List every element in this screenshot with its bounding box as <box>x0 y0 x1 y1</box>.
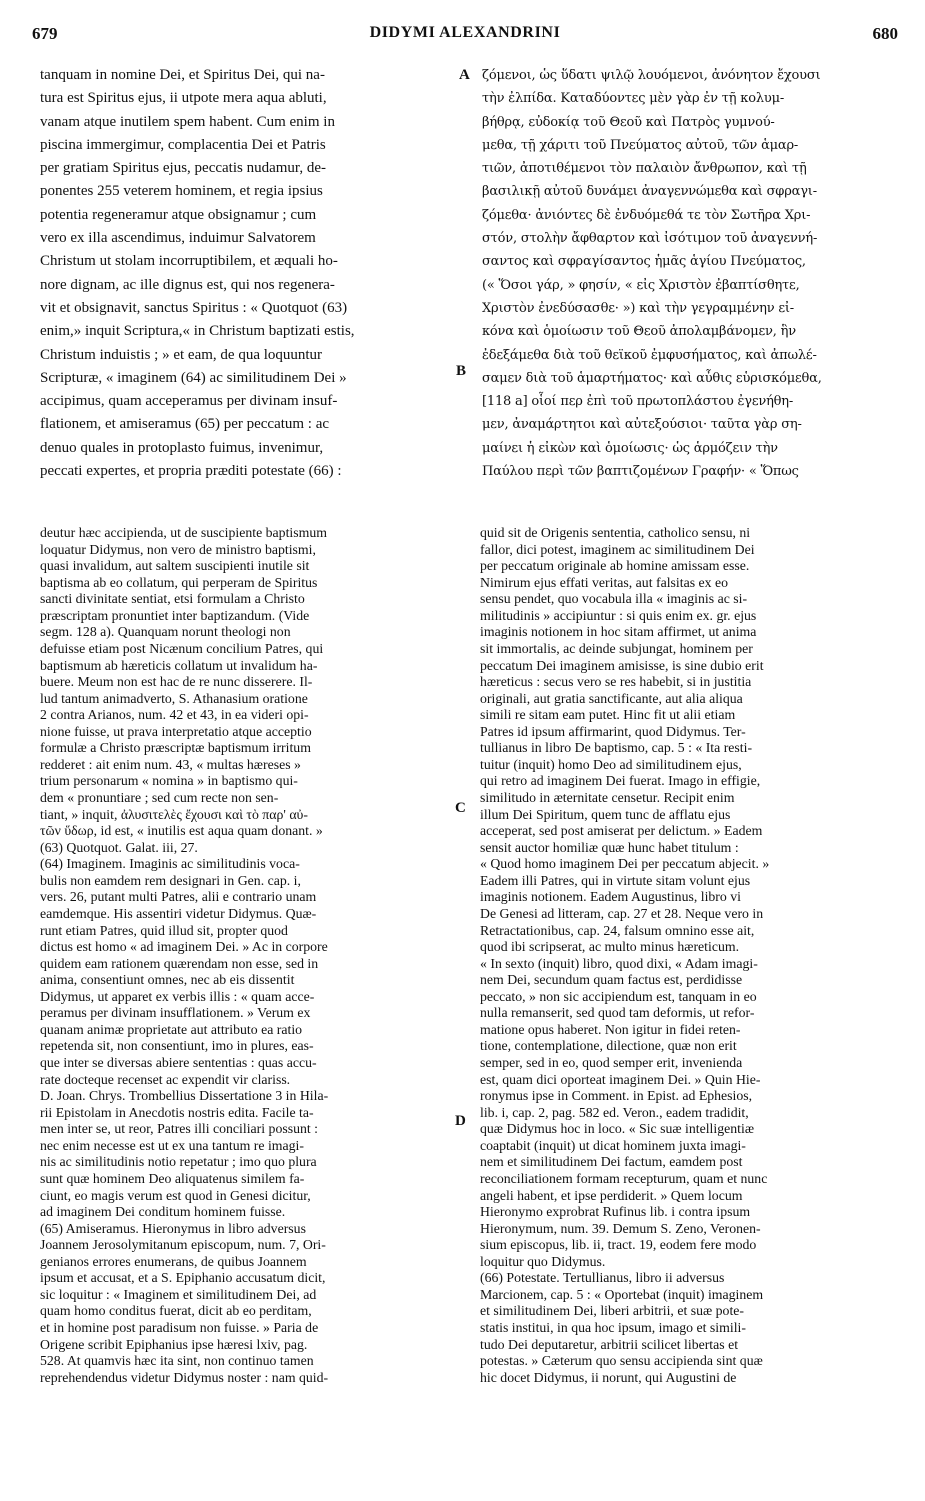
latin-text-line: nore dignam, ac ille dignus est, qui nos regenera- <box>40 276 335 293</box>
note-text-line: Hieronymum, num. 39. Demum S. Zeno, Veronen- <box>480 1220 761 1236</box>
latin-text-line: Scripturæ, « imaginem (64) ac similitudinem Dei » <box>40 369 347 386</box>
greek-text-line: κόνα καὶ ὁμοίωσιν τοῦ Θεοῦ ἀπολαμβάνομεν, ἣν <box>482 324 796 340</box>
note-text-line: imaginis notionem in hoc sitam affirmet, ut anima <box>480 624 757 640</box>
note-text-line: sic loquitur : « Imaginem et similitudinem Dei, ad <box>40 1286 317 1302</box>
note-text-line: statis institui, in qua hoc ipsum, imago et simili- <box>480 1320 746 1335</box>
note-text-line: semper, sed in eo, quod semper erit, invenienda <box>480 1055 743 1070</box>
note-text-line: et in homine post paradisum non fuisse. » Paria de <box>40 1320 319 1335</box>
running-title: DIDYMI ALEXANDRINI <box>369 24 561 41</box>
note-text-line: ronymus ipse in Comment. in Epist. ad Ephesios, <box>480 1088 753 1104</box>
note-text-line: formulæ a Christo præscriptæ baptismum irritum <box>40 740 311 756</box>
note-text-line: ciunt, eo magis verum est quod in Genesi dicitur, <box>40 1187 311 1203</box>
greek-text-line: βήθρᾳ, εὐδοκίᾳ τοῦ Θεοῦ καὶ Πατρὸς γυμνού- <box>482 114 775 130</box>
note-text-line: quanam animæ proprietate aut attributo ea ratio <box>40 1021 303 1037</box>
note-text-line: defuisse etiam post Nicænum concilium Patres, qui <box>40 640 324 656</box>
latin-text-line: piscina immergimur, complacentia Dei et Patris <box>40 136 326 153</box>
note-text-line: nione fuisse, ut prava interpretatio atque acceptio <box>40 723 312 739</box>
latin-text-line: Christum ut stolam incorruptibilem, et æquali ho- <box>40 253 338 270</box>
note-text-line: nulla remanserit, sed quod tam deformis, ut refor- <box>480 1005 755 1021</box>
note-text-line: imaginis notionem. Eadem Augustinus, libro vi <box>480 889 741 905</box>
note-text-line: tione, contemplatione, dilectione, quæ non erit <box>480 1038 737 1054</box>
note-text-line: De Genesi ad litteram, cap. 27 et 28. Neque vero in <box>480 905 764 921</box>
latin-text-line: accipimus, quam acceperamus per divinam insuf- <box>40 393 338 410</box>
page-number-right: 680 <box>872 24 898 43</box>
latin-text-line: flationem, et amiseramus (65) per peccatum : ac <box>40 416 330 433</box>
greek-text-line: Χριστὸν ἐνεδύσασθε· ») καὶ τὴν γεγραμμένην εἰ- <box>482 300 795 316</box>
note-text-line: sium episcopus, lib. ii, tract. 19, eodem fere modo <box>480 1237 757 1253</box>
note-text-line: fallor, dici potest, imaginem ac similitudinem Dei <box>480 541 755 557</box>
latin-text-line: Christum induistis ; » et eam, de qua loquuntur <box>40 346 323 363</box>
note-text-line: præscriptam pronuntiet inter baptizandum. (Vide <box>40 607 310 623</box>
greek-text-line: μεθα, τῇ χάριτι τοῦ Πνεύματος αὐτοῦ, τῶν ἁμαρ- <box>482 137 799 153</box>
latin-text-line: tanquam in nomine Dei, et Spiritus Dei, qui na- <box>40 67 325 83</box>
note-text-line: (64) Imaginem. Imaginis ac similitudinis voca- <box>40 856 300 872</box>
greek-text-line: ζόμενοι, ὡς ὕδατι ψιλῷ λουόμενοι, ἀνόνητον ἔχουσι <box>482 68 821 83</box>
note-text-line: Eadem illi Patres, qui in virtute sitam volunt ejus <box>480 872 751 888</box>
note-text-line: quid sit de Origenis sententia, catholico sensu, ni <box>480 525 751 540</box>
note-text-line: nem Dei, secundum quam factus est, perdidisse <box>480 972 743 988</box>
latin-text-line: vero ex illa ascendimus, induimur Salvatorem <box>40 230 316 247</box>
latin-text-line: enim,» inquit Scriptura,« in Christum baptizati estis, <box>40 323 355 340</box>
note-text-line: trium personarum « nomina » in baptismo qui- <box>40 773 298 789</box>
page-header <box>32 24 898 50</box>
note-text-line: tullianus in libro De baptismo, cap. 5 : « Ita resti- <box>480 740 753 756</box>
margin-letter-a: A <box>459 67 470 83</box>
latin-text-line: ponentes 255 veterem hominem, et regia ipsius <box>40 183 323 200</box>
greek-text-line: ἐδεξάμεθα διὰ τοῦ θεϊκοῦ ἐμφυσήματος, καὶ ἀπωλέ- <box>482 347 817 363</box>
note-text-line: hæreticus : secus vero se res habebit, si in justitia <box>480 674 752 690</box>
note-text-line: D. Joan. Chrys. Trombellius Dissertatione 3 in Hila- <box>40 1088 329 1104</box>
note-text-line: ad imaginem Dei conditum hominem fuisse. <box>40 1204 286 1220</box>
note-text-line: et similitudinem Dei, liberi arbitrii, et suæ pote- <box>480 1303 745 1319</box>
note-text-line: tudo Dei deputaretur, arbitrii scilicet libertas et <box>480 1336 739 1352</box>
notes-right-column <box>480 525 900 1386</box>
note-text-line: militudinis » accipiuntur : si quis enim ex. gr. ejus <box>480 607 757 623</box>
greek-text-line: τιῶν, ἀποτιθέμενοι τὸν παλαιὸν ἄνθρωπον, καὶ τῇ <box>482 161 807 177</box>
note-text-line: peccatum Dei imaginem amisisse, is sine dubio erit <box>480 657 764 673</box>
note-text-line: reconciliationem formam recepturum, quam et nunc <box>480 1170 768 1186</box>
note-text-line: ipsum et accusat, et a S. Epiphanio accusatum dicit, <box>40 1270 326 1286</box>
notes-left-column <box>40 525 450 1386</box>
note-text-line: (65) Amiseramus. Hieronymus in libro adversus <box>40 1220 306 1236</box>
note-text-line: redderet : ait enim num. 43, « multas hæreses » <box>40 756 301 772</box>
note-text-line: peccato, » non sic accipiendum est, tanquam in eo <box>480 988 757 1004</box>
note-text-line: deutur hæc accipienda, ut de suscipiente baptismum <box>40 525 327 540</box>
greek-text-line: μαίνει ἡ εἰκὼν καὶ ὁμοίωσις· ὡς ἁρμόζειν τὴν <box>482 440 778 456</box>
note-text-line: dictus est homo « ad imaginem Dei. » Ac in corpore <box>40 939 328 955</box>
note-text-line: quasi invalidum, aut saltem suscipienti inutile sit <box>40 558 310 574</box>
note-text-line: lib. i, cap. 2, pag. 582 ed. Veron., eadem tradidit, <box>480 1104 749 1120</box>
note-text-line: Didymus, ut apparet ex verbis illis : « quam acce- <box>40 988 315 1004</box>
note-text-line: rate docteque recenset ac expendit vir clariss. <box>40 1071 291 1087</box>
latin-text-line: potentia regeneramur atque obsignamur ; cum <box>40 206 317 223</box>
note-text-line: « In sexto (inquit) libro, quod dixi, « Adam imagi- <box>480 955 758 971</box>
note-text-line: Patres id ipsum affirmarint, quod Didymus. Ter- <box>480 723 746 739</box>
note-text-line: nec enim necesse est ut ex una tantum re imagi- <box>40 1137 304 1153</box>
note-text-line: Origene scribit Epiphanius ipse hæresi lxiv, pag. <box>40 1336 308 1352</box>
note-text-line: originali, aut gratia sanctificante, aut alia aliqua <box>480 690 743 706</box>
note-text-line: loquatur Didymus, non vero de ministro baptismi, <box>40 541 316 557</box>
note-text-line: buere. Meum non est hac de re nunc disserere. Il- <box>40 674 313 690</box>
note-text-line: anima, consentiunt omnes, nec ab eis dissentit <box>40 972 295 988</box>
note-text-line: Marcionem, cap. 5 : « Oportebat (inquit) imaginem <box>480 1286 764 1302</box>
note-text-line: runt etiam Patres, quid illud sit, propter quod <box>40 922 288 938</box>
latin-translation-column <box>40 64 450 483</box>
note-text-line: tiant, » inquit, ἀλυσιτελὲς ἔχουσι καὶ τὸ παρ' αὐ- <box>40 806 308 822</box>
note-text-line: sit immortalis, ac deinde subjungat, hominem per <box>480 640 753 656</box>
note-text-line: loquitur quo Didymus. <box>480 1253 606 1269</box>
note-text-line: Hieronymo exprobrat Rufinus lib. i contra ipsum <box>480 1204 751 1220</box>
margin-letter-b: B <box>456 363 467 379</box>
note-text-line: que inter se diversas abiere sententias : quas accu- <box>40 1055 317 1070</box>
note-text-line: Retractationibus, cap. 24, falsum omnino esse ait, <box>480 922 755 938</box>
note-text-line: repetenda sit, non consentiunt, imo in plures, eas- <box>40 1038 314 1054</box>
note-text-line: eamdemque. His assentiri videtur Didymus. Quæ- <box>40 905 317 921</box>
note-text-line: quod ibi scripserat, ac multo minus hæreticum. <box>480 939 740 955</box>
note-text-line: baptismum ab hæreticis collatum ut invalidum ha- <box>40 657 318 673</box>
note-text-line: sensu pendet, quo vocabula illa « imaginis ac si- <box>480 591 748 607</box>
note-text-line: sensit auctor homiliæ quæ hunc habet titulum : <box>480 839 739 855</box>
margin-letter-c: C <box>455 800 466 816</box>
note-text-line: nem et similitudinem Dei factum, eamdem post <box>480 1154 743 1170</box>
note-text-line: 528. At quamvis hæc ita sint, non continuo tamen <box>40 1353 314 1369</box>
greek-text-line: στόν, στολὴν ἄφθαρτον καὶ ἰσότιμον τοῦ ἀναγεννή- <box>482 231 818 247</box>
note-text-line: nis ac similitudinis notio repetatur ; imo quo plura <box>40 1154 317 1170</box>
note-text-line: lud tantum animadverto, S. Athanasium oratione <box>40 690 308 706</box>
greek-text-line: [118 a] οἷοί περ ἐπὶ τοῦ πρωτοπλάστου ἐγενήθη- <box>482 394 794 410</box>
greek-text-line: τὴν ἐλπίδα. Καταδύοντες μὲν γὰρ ἐν τῇ κολυμ- <box>482 91 785 107</box>
greek-text-column <box>482 64 900 483</box>
note-text-line: men inter se, ut reor, Patres illi conciliari possunt : <box>40 1121 319 1137</box>
greek-text-line: ζόμεθα· ἀνιόντες δὲ ἐνδυόμεθά τε τὸν Σωτῆρα Χρι- <box>482 207 811 223</box>
latin-text-line: peccati expertes, et propria præditi potestate (66) : <box>40 463 342 480</box>
greek-text-line: βασιλικῇ αὐτοῦ δυνάμει ἀναγεννώμεθα καὶ σφραγι- <box>482 184 817 200</box>
note-text-line: bulis non eamdem rem designari in Gen. cap. i, <box>40 872 301 888</box>
note-text-line: matione opus haberet. Non igitur in fidei reten- <box>480 1021 741 1037</box>
greek-text-line: μεν, ἀναμάρτητοι καὶ αὐτεξούσιοι· ταῦτα γὰρ ση- <box>482 417 802 433</box>
greek-text-line: Παύλου περὶ τῶν βαπτιζομένων Γραφήν· « Ὅπως <box>482 464 799 480</box>
note-text-line: vers. 26, putant multi Patres, alii e contrario unam <box>40 889 317 905</box>
note-text-line: per peccatum originale ab homine amissam esse. <box>480 558 750 574</box>
note-text-line: similitudo in æternitate censetur. Recipit enim <box>480 790 735 805</box>
note-text-line: quam homo conditus fuerat, dicit ab eo perditam, <box>40 1303 312 1319</box>
greek-text-line: σαμεν διὰ τοῦ ἁμαρτήματος· καὶ αὖθις εὑρισκόμεθα, <box>482 370 822 386</box>
note-text-line: sunt quæ hominem Deo aliquatenus similem fa- <box>40 1170 305 1186</box>
latin-text-line: tura est Spiritus ejus, ii utpote mera aqua abluti, <box>40 90 327 107</box>
note-text-line: acceperat, sed post amiserat per delictum. » Eadem <box>480 823 763 839</box>
note-text-line: est, quam dici oporteat imaginem Dei. » Quin Hie- <box>480 1071 761 1087</box>
note-text-line: sancti divinitate sentiat, etsi formulam a Christo <box>40 591 305 607</box>
note-text-line: dem « pronuntiare ; sed cum recte non sen- <box>40 790 279 805</box>
note-text-line: segm. 128 a). Quanquam norunt theologi non <box>40 624 291 640</box>
note-text-line: quæ Didymus hoc in loco. « Sic suæ intelligentiæ <box>480 1121 755 1137</box>
page-number-left: 679 <box>32 24 58 43</box>
note-text-line: illum Dei Spiritum, quem tunc de afflatu ejus <box>480 806 731 822</box>
latin-text-line: per gratiam Spiritus ejus, peccatis nudamur, de- <box>40 160 326 177</box>
note-text-line: genianos errores enumerans, de quibus Joannem <box>40 1253 307 1269</box>
note-text-line: hic docet Didymus, ii norunt, qui Augustini de <box>480 1369 737 1385</box>
note-text-line: (63) Quotquot. Galat. iii, 27. <box>40 839 198 855</box>
greek-text-line: σαντος καὶ σφραγίσαντος ἡμᾶς ἁγίου Πνεύματος, <box>482 254 806 270</box>
note-text-line: Nimirum ejus effati veritas, aut falsitas ex eo <box>480 574 729 590</box>
note-text-line: tuitur (inquit) homo Deo ad similitudinem ejus, <box>480 756 742 772</box>
note-text-line: angeli habent, et ipse perdiderit. » Quem locum <box>480 1187 743 1203</box>
note-text-line: peramus per divinam insufflationem. » Verum ex <box>40 1005 311 1021</box>
note-text-line: Joannem Jerosolymitanum episcopum, num. 7, Ori- <box>40 1237 326 1253</box>
note-text-line: (66) Potestate. Tertullianus, libro ii adversus <box>480 1270 725 1286</box>
latin-text-line: denuo quales in protoplasto fuimus, invenimur, <box>40 439 324 456</box>
note-text-line: rii Epistolam in Anecdotis nostris edita. Facile ta- <box>40 1104 314 1120</box>
note-text-line: qui retro ad imaginem Dei fuerat. Imago in effigie, <box>480 773 761 789</box>
note-text-line: quidem eam rationem quærendam non esse, sed in <box>40 955 319 971</box>
latin-text-line: vit et obsignavit, sanctus Spiritus : « Quotquot (63) <box>40 299 348 316</box>
note-text-line: baptisma ab eo collatum, qui perperam de Spiritus <box>40 574 318 590</box>
note-text-line: τῶν ὕδωρ, id est, « inutilis est aqua quam donant. » <box>40 823 323 839</box>
note-text-line: « Quod homo imaginem Dei per peccatum abjecit. » <box>480 856 770 872</box>
note-text-line: 2 contra Arianos, num. 42 et 43, in ea videri opi- <box>40 707 309 723</box>
latin-text-line: vanam atque inutilem spem habent. Cum enim in <box>40 113 335 130</box>
note-text-line: reprehendendus videtur Didymus noster : nam quid- <box>40 1369 329 1385</box>
margin-letter-d: D <box>455 1113 466 1129</box>
greek-text-line: (« Ὅσοι γάρ, » φησίν, « εἰς Χριστὸν ἐβαπτίσθητε, <box>482 277 800 293</box>
note-text-line: coaptabit (inquit) ut dicat hominem juxta imagi- <box>480 1137 746 1153</box>
note-text-line: simili re sitam eam putet. Hinc fit ut alii etiam <box>480 707 736 723</box>
note-text-line: potestas. » Cæterum quo sensu accipienda sint quæ <box>480 1353 763 1369</box>
